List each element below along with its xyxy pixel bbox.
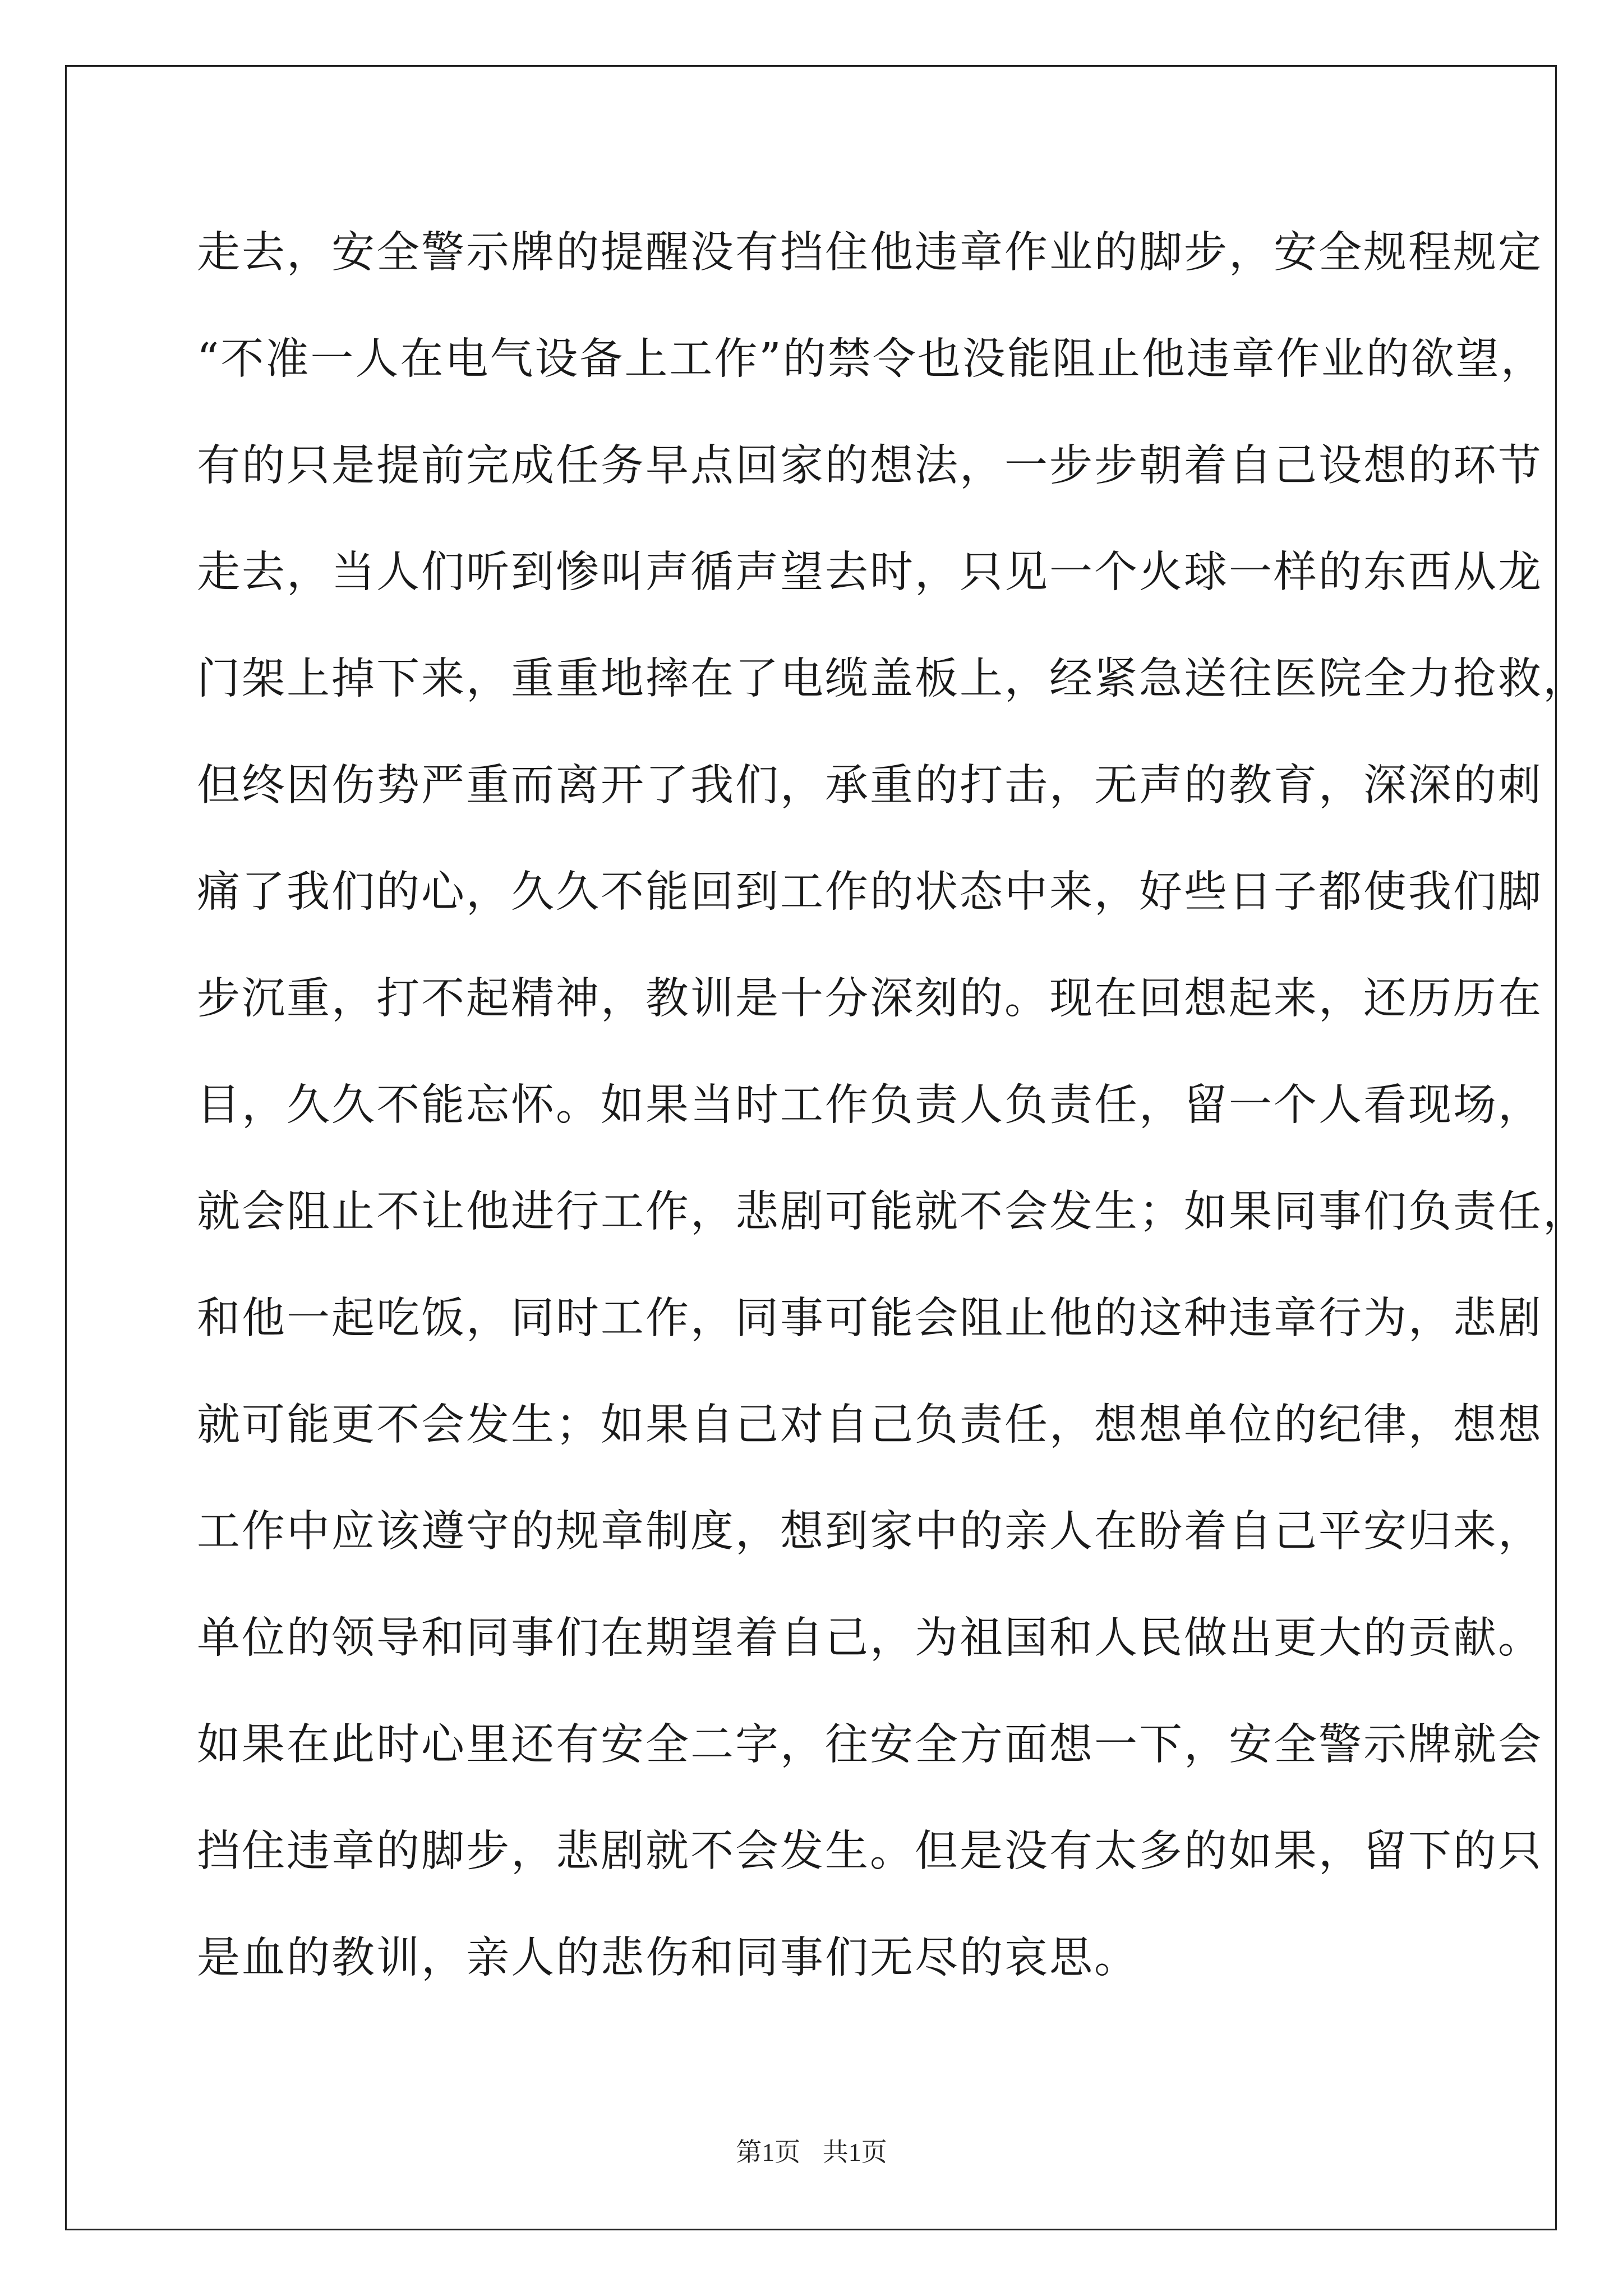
text-line: 是血的教训，亲人的悲伤和同事们无尽的哀思。 bbox=[197, 1933, 1139, 1983]
text-line: 单位的领导和同事们在期望着自己，为祖国和人民做出更大的贡献。 bbox=[197, 1613, 1543, 1663]
text-line: 门架上掉下来，重重地摔在了电缆盖板上，经紧急送往医院全力抢救， bbox=[197, 654, 1588, 704]
text-line: 和他一起吃饭，同时工作，同事可能会阻止他的这种违章行为，悲剧 bbox=[197, 1294, 1543, 1343]
text-line: 目，久久不能忘怀。如果当时工作负责人负责任，留一个人看现场， bbox=[197, 1080, 1543, 1130]
page-number-total: 共1页 bbox=[822, 2138, 887, 2166]
text-line: 工作中应该遵守的规章制度，想到家中的亲人在盼着自己平安归来， bbox=[197, 1507, 1543, 1557]
text-line: 步沉重，打不起精神，教训是十分深刻的。现在回想起来，还历历在 bbox=[197, 974, 1543, 1024]
text-line: 但终因伤势严重而离开了我们，承重的打击，无声的教育，深深的刺 bbox=[197, 761, 1543, 811]
text-line: 挡住违章的脚步，悲剧就不会发生。但是没有太多的如果，留下的只 bbox=[197, 1826, 1543, 1876]
text-line: 走去，安全警示牌的提醒没有挡住他违章作业的脚步，安全规程规定 bbox=[197, 228, 1543, 278]
text-line: 就会阻止不让他进行工作，悲剧可能就不会发生；如果同事们负责任， bbox=[197, 1187, 1588, 1237]
text-line: 痛了我们的心，久久不能回到工作的状态中来，好些日子都使我们脚 bbox=[197, 867, 1543, 917]
text-line: 有的只是提前完成任务早点回家的想法，一步步朝着自己设想的环节 bbox=[197, 441, 1543, 491]
text-line: 走去，当人们听到惨叫声循声望去时，只见一个火球一样的东西从龙 bbox=[197, 547, 1543, 597]
text-line: 就可能更不会发生；如果自己对自己负责任，想想单位的纪律，想想 bbox=[197, 1400, 1543, 1450]
document-body bbox=[197, 211, 1588, 2023]
text-line: 如果在此时心里还有安全二字，往安全方面想一下，安全警示牌就会 bbox=[197, 1720, 1543, 1770]
page-number-current: 第1页 bbox=[736, 2138, 801, 2166]
page-footer bbox=[0, 2132, 1623, 2169]
text-line: “不准一人在电气设备上工作”的禁令也没能阻止他违章作业的欲望， bbox=[197, 334, 1546, 384]
